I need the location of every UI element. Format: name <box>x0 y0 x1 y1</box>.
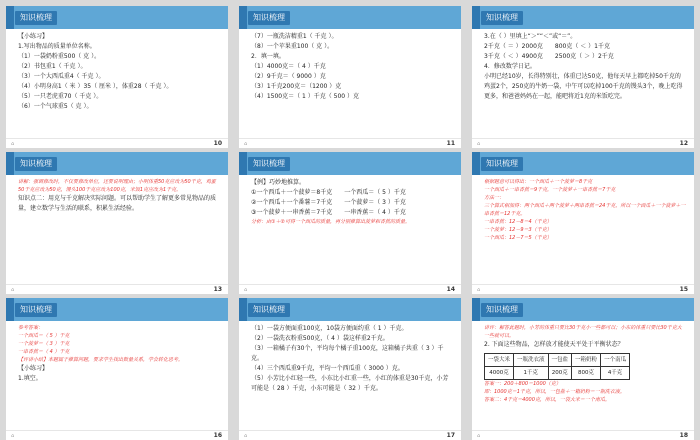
header-accent <box>239 6 247 29</box>
slide-text-line: （5）小芳比小红轻一些，小东比小红重一些，小红的体重是30千克，小芳可能是（ 28 ）千克，小东可能是（ 32 ）千克。 <box>251 375 449 392</box>
header-accent <box>472 152 480 175</box>
table-cell: 200克 <box>548 367 572 380</box>
slide-text-line: （8）一个苹果重100（ 克 ）。 <box>251 43 334 50</box>
table-cell: 4000克 <box>485 367 514 380</box>
slide-thumbnail-16[interactable] <box>6 298 228 440</box>
slide-number: 16 <box>213 432 222 439</box>
slide-text-line: 2千克（ ＝ ）2000克 800克（ ＜ ）1千克 <box>484 43 610 50</box>
slide-text-line: （6）一个气球重5（ 克 ）。 <box>18 103 93 110</box>
slide-number: 10 <box>213 140 222 147</box>
header-accent <box>472 298 480 321</box>
slide-text-line: 2．填一填。 <box>251 53 285 60</box>
slide-text-line: （4）三个西瓜重9千克，平均一个西瓜重（ 3000 ）克。 <box>251 365 404 372</box>
slide-header-bar <box>6 6 228 29</box>
slide-number: 17 <box>446 432 455 439</box>
slide-header-bar <box>472 298 694 321</box>
footer-mark-icon: ⌂ <box>477 433 481 439</box>
section-tag: 知识梳理 <box>15 157 57 171</box>
header-accent <box>472 6 480 29</box>
slide-text-line: 一串香蕉：12－8＝4（千克） <box>484 219 552 225</box>
slide-text-line: 方法一： <box>484 195 505 201</box>
slide-footer <box>6 138 228 148</box>
slide-content <box>484 32 686 102</box>
slide-text-line: 分析：由①＋②可得一个西瓜的质量，再分别推算出菠萝和香蕉的质量。 <box>251 219 410 225</box>
section-tag: 知识梳理 <box>481 11 523 25</box>
slide-number: 18 <box>679 432 688 439</box>
slide-header-bar <box>472 152 694 175</box>
slide-content <box>18 324 220 384</box>
slide-text-line: 一个西瓜＝（ 5 ）千克 <box>18 333 70 339</box>
table-cell: 一箱奶粉 <box>572 354 601 367</box>
footer-mark-icon: ⌂ <box>477 141 481 147</box>
slide-text-line: （4）1500克＝（ 1 ）千克（ 500 ）克 <box>251 93 359 100</box>
slide-header-bar <box>239 6 461 29</box>
table-cell: 一包盐 <box>548 354 572 367</box>
slide-text-line: 小明已经10岁，长得特别壮，体重已达50克，他每天早上都吃掉50千克的鸡蛋2个，250克的牛奶一袋，中午可以吃掉100千克的馒头3个，晚上吃得更多，和爸爸妈妈在一起，能吧将近1克的米饭吃完。 <box>484 73 683 100</box>
section-tag: 知识梳理 <box>248 303 290 317</box>
slide-thumbnail-10[interactable] <box>6 6 228 148</box>
header-accent <box>239 152 247 175</box>
slide-thumbnail-12[interactable] <box>472 6 694 148</box>
slide-thumbnail-18[interactable] <box>472 298 694 440</box>
slide-number: 14 <box>446 286 455 293</box>
footer-mark-icon: ⌂ <box>11 141 15 147</box>
header-accent <box>6 298 14 321</box>
footer-mark-icon: ⌂ <box>11 433 15 439</box>
slide-content <box>251 32 453 102</box>
slide-text-line: 讲评：解答此题时，小芳的体重只要比30千克小一些都可以；小东的体重只要比30千克大一些就可以。 <box>484 325 682 339</box>
slide-text-line: 1.写出物品的质量单位名称。 <box>18 43 96 50</box>
slide-footer <box>6 430 228 440</box>
slide-number: 15 <box>679 286 688 293</box>
slide-text-line: 一串香蕉＝（ 4 ）千克 <box>18 349 70 355</box>
footer-mark-icon: ⌂ <box>244 141 248 147</box>
slide-text-line: 一个西瓜：12－7＝5（千克） <box>484 235 552 241</box>
slide-thumbnail-11[interactable] <box>239 6 461 148</box>
slide-content <box>18 32 220 112</box>
slide-text-line: 【例】巧妙地推算。 <box>251 179 306 186</box>
table-row <box>485 354 630 367</box>
slide-text-line: 一个西瓜＋一串香蕉＝9千克，一个菠萝＋一串香蕉＝7千克 <box>484 187 616 193</box>
slide-content <box>18 178 220 214</box>
slide-text-line: 3.在（ ）里填上“＞”“＜”或“＝”。 <box>484 33 577 40</box>
table-cell: 800克 <box>572 367 601 380</box>
slide-text-line: 答案二：4千克＝4000克，所以，一袋大米＝一个南瓜。 <box>484 397 610 403</box>
section-tag: 知识梳理 <box>15 11 57 25</box>
header-accent <box>6 6 14 29</box>
slide-text-line: （3）一箱橘子有30个，平均每个橘子重100克，这箱橘子共重（ 3 ）千克。 <box>251 345 444 362</box>
footer-mark-icon: ⌂ <box>244 433 248 439</box>
section-tag: 知识梳理 <box>481 303 523 317</box>
slide-text-line: 根据题意可以得出：一个西瓜＋一个菠萝＝8千克 <box>484 179 593 185</box>
slide-text-line: （2）9千克＝（ 9000 ）克 <box>251 73 326 80</box>
slide-number: 13 <box>213 286 222 293</box>
slide-text-line: 2. 下面这些物品，怎样放才能使天平处于平衡状态？ <box>484 341 624 348</box>
slide-text-line: （2）一袋洗衣粉重500克，（ 4 ）袋这样重2千克。 <box>251 335 389 342</box>
slide-content <box>484 178 686 242</box>
weight-table <box>484 353 630 380</box>
slide-text-line: ③一个菠萝＋一串香蕉＝7千克 一串香蕉＝（ 4 ）千克 <box>251 209 406 216</box>
slide-text-line: ②一个西瓜＋一个番薯＝7千克 一个菠萝＝（ 3 ）千克 <box>251 199 406 206</box>
slide-text-line: 1.填空。 <box>18 375 42 382</box>
slide-footer <box>239 430 461 440</box>
slide-text-line: 【小练习】 <box>18 365 49 372</box>
slide-content <box>251 178 453 226</box>
slide-text-line: （1）4000克＝（ 4 ）千克 <box>251 63 326 70</box>
slide-header-bar <box>239 298 461 321</box>
slide-text-line: 参考答案： <box>18 325 44 331</box>
slide-footer <box>239 284 461 294</box>
slide-text-line: 【小练习】 <box>18 33 49 40</box>
table-cell: 一个南瓜 <box>601 354 630 367</box>
slide-content <box>251 324 453 394</box>
slide-number: 11 <box>446 140 455 147</box>
slide-thumbnail-15[interactable] <box>472 152 694 294</box>
slide-text-line: 一个菠萝：12－9＝3（千克） <box>484 227 552 233</box>
table-cell: 4千克 <box>601 367 630 380</box>
slide-text-line: （3）1千克200克＝（1200 ）克 <box>251 83 342 90</box>
section-tag: 知识梳理 <box>248 11 290 25</box>
slide-number: 12 <box>679 140 688 147</box>
slide-header-bar <box>239 152 461 175</box>
footer-mark-icon: ⌂ <box>11 287 15 293</box>
slide-footer <box>472 284 694 294</box>
slide-text-line: 即：1000克＝1千克，所以，一包盐＋一箱奶粉＝一瓶洗衣液。 <box>484 389 625 395</box>
footer-mark-icon: ⌂ <box>477 287 481 293</box>
slide-text-line: （4）小明身高1（ 米 ）35（ 厘米 ），体重28（ 千克 ）。 <box>18 83 173 90</box>
slide-thumbnail-17[interactable] <box>239 298 461 440</box>
slide-thumbnail-13[interactable] <box>6 152 228 294</box>
slide-text-line: ①一个西瓜＋一个菠萝＝8千克 一个西瓜＝（ 5 ）千克 <box>251 189 406 196</box>
header-accent <box>239 298 247 321</box>
table-row <box>485 367 630 380</box>
slide-footer <box>6 284 228 294</box>
slide-text-line: 3千克（ ＜ ）4900克 2500克（ ＞ ）2千克 <box>484 53 614 60</box>
slide-text-line: （7）一瓶洗洁精重1（ 千克 ）。 <box>251 33 338 40</box>
slide-text-line: 答案一：200＋800＝1000（克） <box>484 381 561 387</box>
slide-text-line: 讲解：强调修改时，不仅要修改单位，还要说明理由；小明体重50克应改为50千克，鸡蛋50千克应改为50克，馒头100千克应改为100克，米饭1克应改为1千克。 <box>18 179 216 193</box>
table-cell: 1千克 <box>514 367 549 380</box>
footer-mark-icon: ⌂ <box>244 287 248 293</box>
slide-content <box>484 324 686 404</box>
header-accent <box>6 152 14 175</box>
slide-text-line: （1）一袋奶粉重500（ 克 ）。 <box>18 53 101 60</box>
slide-text-line: （2）书包重1（ 千克 ）。 <box>18 63 87 70</box>
slide-header-bar <box>6 298 228 321</box>
table-cell: 一瓶洗衣液 <box>514 354 549 367</box>
slide-header-bar <box>472 6 694 29</box>
slide-text-line: 【评讲小结】本题属于推算问题，要求学生找出数量关系，学会转化思考。 <box>18 357 184 363</box>
slide-header-bar <box>6 152 228 175</box>
section-tag: 知识梳理 <box>248 157 290 171</box>
slide-text-line: 4．修改数学日记。 <box>484 63 536 70</box>
section-tag: 知识梳理 <box>481 157 523 171</box>
slide-text-line: 知识点二：用克与千克解决实际问题。可以帮助学生了解更多常见物品的质量，建立数学与生活的联系，积累生活经验。 <box>18 195 217 212</box>
slide-thumbnail-14[interactable] <box>239 152 461 294</box>
slide-text-line: （3）一个大西瓜重4（ 千克 ）。 <box>18 73 105 80</box>
slide-text-line: （5）一只老虎重70（ 千克 ）。 <box>18 93 103 100</box>
slide-footer <box>472 430 694 440</box>
section-tag: 知识梳理 <box>15 303 57 317</box>
slide-footer <box>472 138 694 148</box>
slide-text-line: 三个算式相加得：两个西瓜＋两个菠萝＋两串香蕉＝24千克，所以一个西瓜＋一个菠萝＋一串香蕉＝12千克。 <box>484 203 686 217</box>
slide-text-line: 一个菠萝＝（ 3 ）千克 <box>18 341 70 347</box>
slide-text-line: （1）一袋方便面重100克，10袋方便面约重（ 1 ）千克。 <box>251 325 408 332</box>
table-cell: 一袋大米 <box>485 354 514 367</box>
slide-footer <box>239 138 461 148</box>
